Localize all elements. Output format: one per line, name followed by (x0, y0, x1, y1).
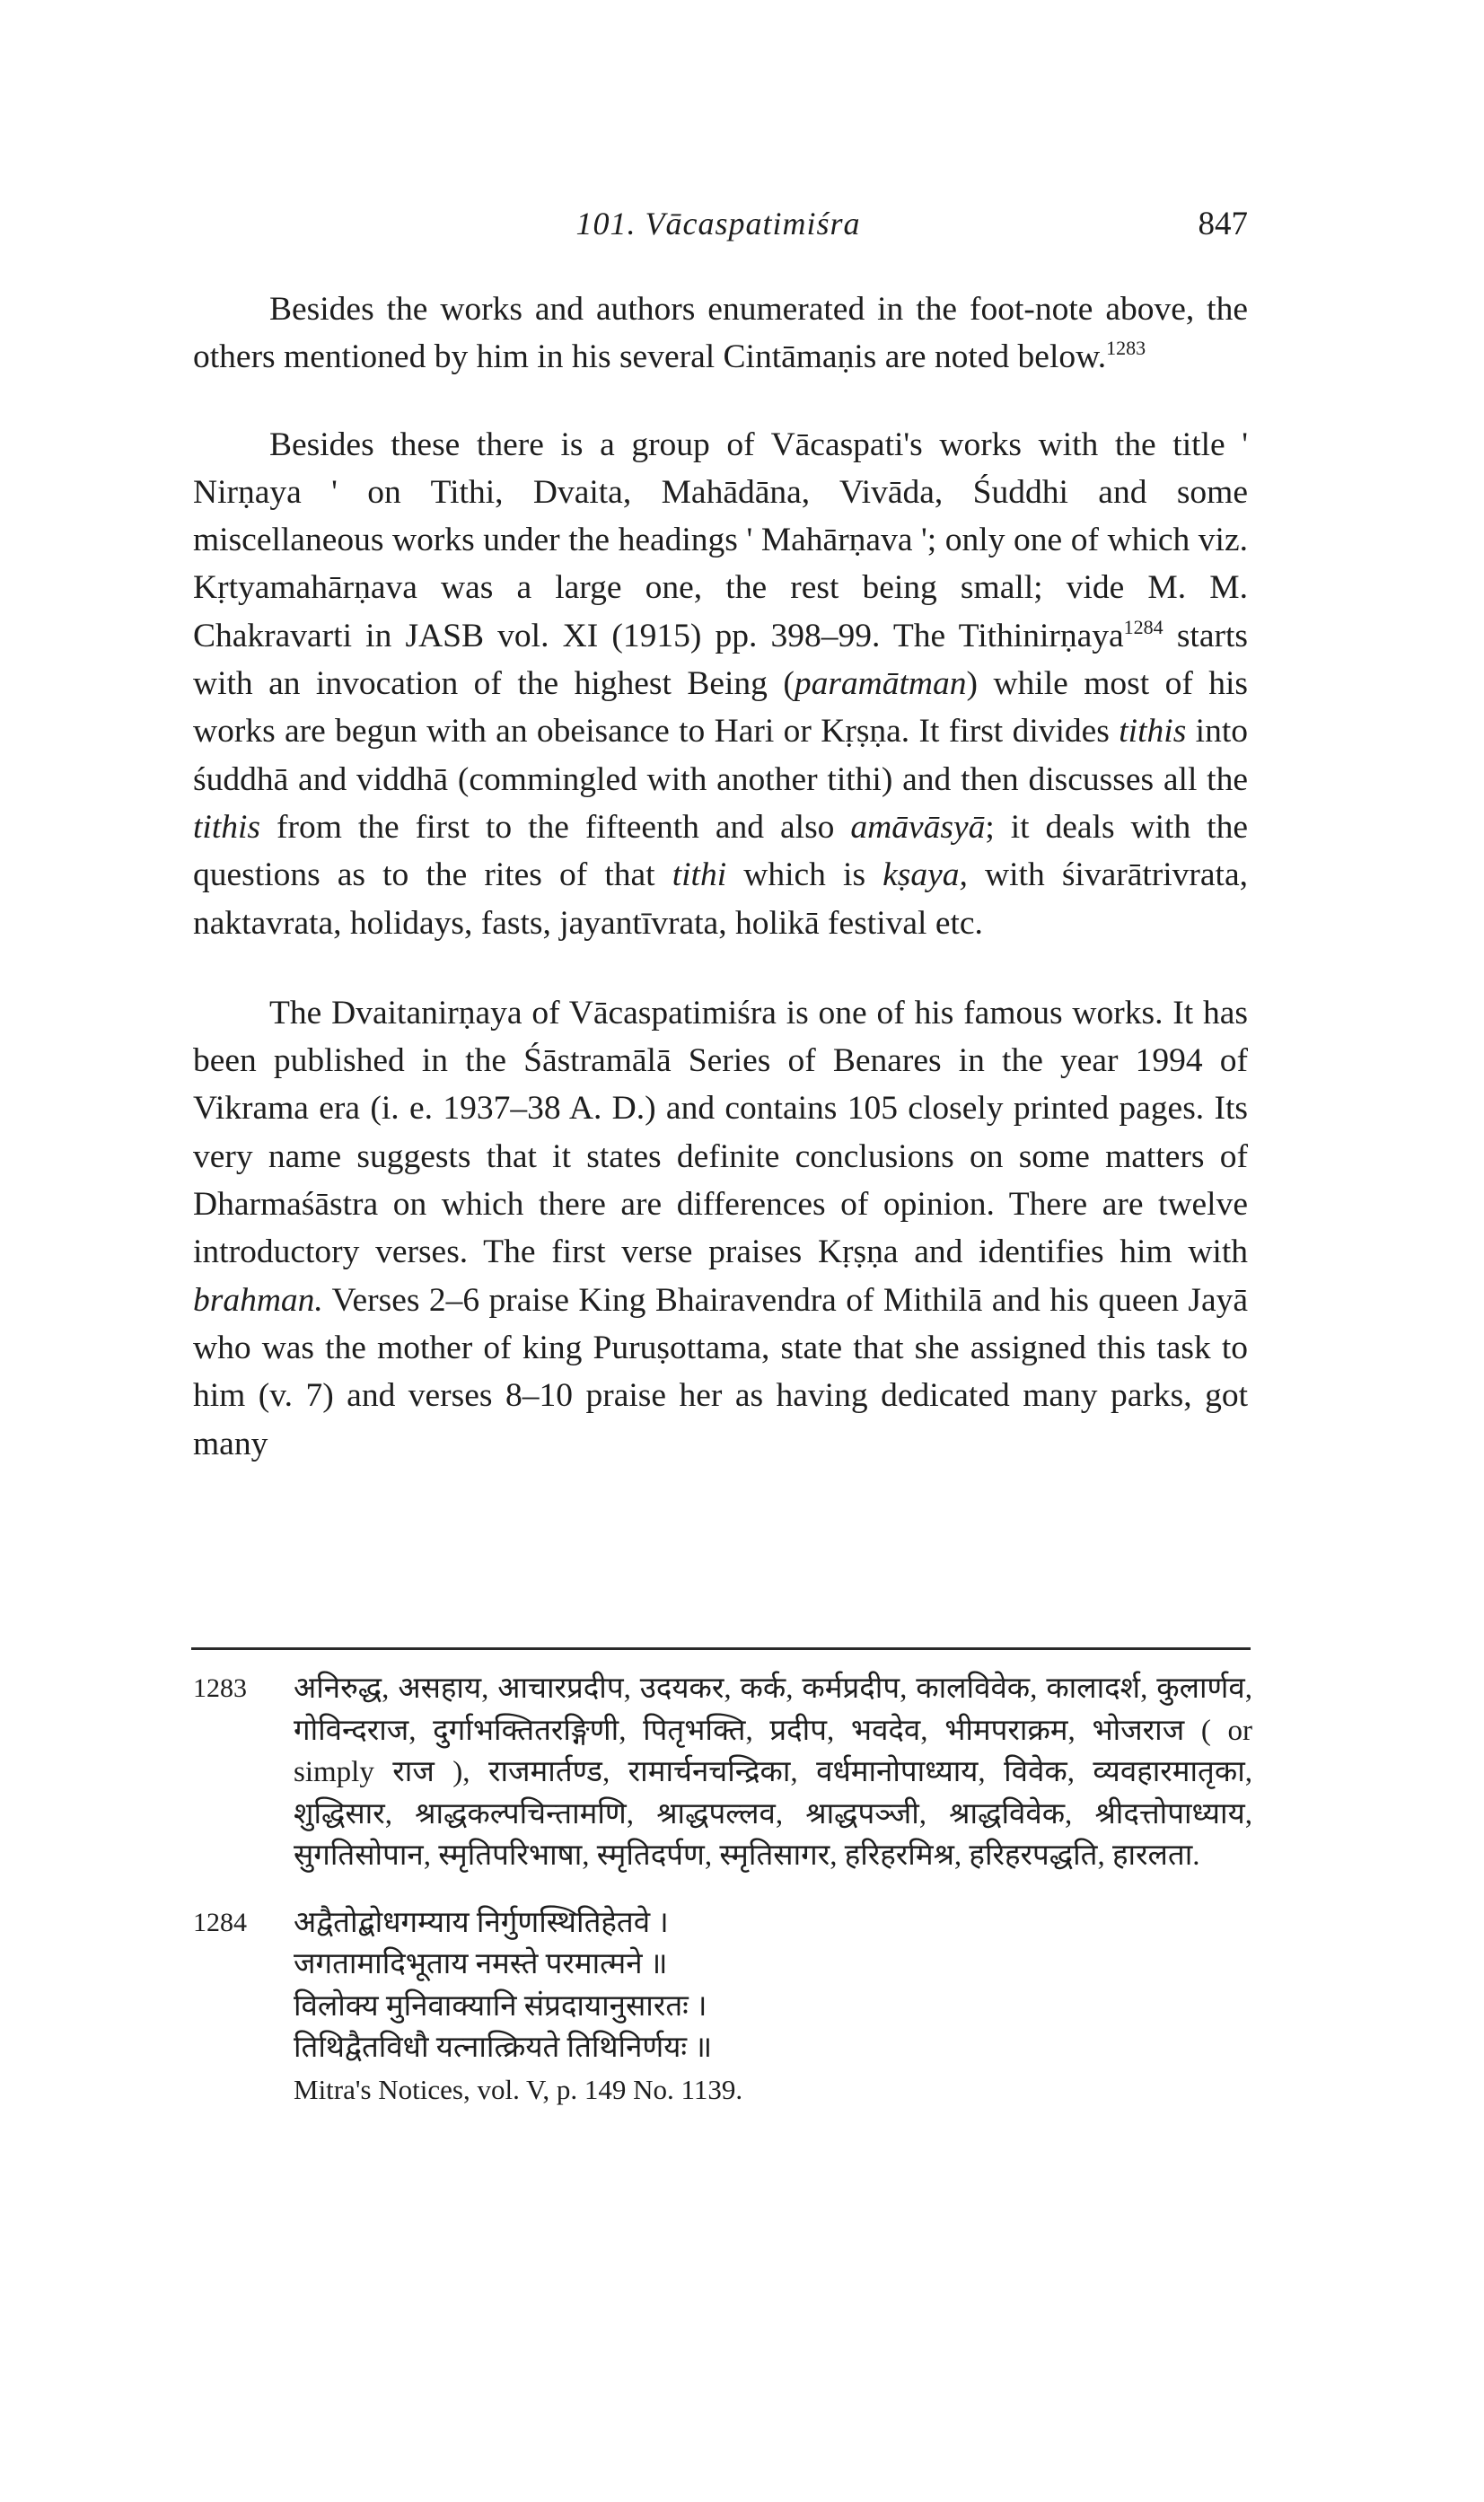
text-run: ) while most of his works are begun with an obeisance to Hari or Kṛṣṇa. It first divides (193, 665, 1249, 751)
italic-term: tithi (672, 856, 727, 894)
italic-term: tithis (193, 808, 261, 846)
italic-term: brahman. (193, 1281, 323, 1319)
footnote-divider (191, 1647, 1251, 1650)
text-run: with śivarātrivrata, naktavrata, holidays, fasts, jayantīvrata, holikā festival etc. (193, 856, 1248, 942)
main-text (193, 285, 1248, 1509)
footnote-text: अनिरुद्ध, असहाय, आचारप्रदीप, उदयकर, कर्क, कर्मप्रदीप, कालविवेक, कालादर्श, कुलार्णव, गोविन्दराज, दुर्गाभक्तितरङ्गिणी, पितृभक्ति, प्रदीप, भवदेव, भीमपराक्रम, भोजराज ( or simply राज ), राजमार्तण्ड, रामार्चनचन्द्रिका, वर्धमानोपाध्याय, विवेक, व्यवहारमातृका, शुद्धिसार, श्राद्धकल्पचिन्तामणि, श्राद्धपल्लव, श्राद्धपञ्जी, श्राद्धविवेक, श्रीदत्तोपाध्याय, सुगतिसोपान, स्मृतिपरिभाषा, स्मृतिदर्पण, स्मृतिसागर, हरिहरमिश्र, हरिहरपद्धति, हारलता. (294, 1672, 1252, 1872)
footnotes (193, 1668, 1252, 2136)
paragraph-2 (193, 421, 1248, 947)
verse-line: तिथिद्वैतविधौ यत्नात्क्रियते तिथिनिर्णयः ॥ (294, 2032, 713, 2064)
text-run: starts with an invocation of the highest Being ( (193, 617, 1248, 703)
verse-line: अद्वैतोद्बोधगम्याय निर्गुणस्थितिहेतवे । (294, 1906, 669, 1939)
italic-term: kṣaya, (882, 856, 968, 894)
text-run: ; it deals with the questions as to the rites of that (193, 808, 1248, 894)
footnote-number: 1284 (193, 1907, 247, 1937)
verse-line: जगतामादिभूताय नमस्ते परमात्मने ॥ (294, 1948, 668, 1980)
page-number: 847 (1198, 206, 1248, 242)
italic-term: paramātman (794, 665, 967, 703)
footnote-ref: 1284 (1123, 615, 1163, 638)
footnote-1284 (193, 1902, 1252, 2111)
text-run: Besides the works and authors enumerated in the foot-note above, the others mentioned by him in his several Cintāmaṇis are noted below. (193, 291, 1248, 376)
text-run: into śuddhā and viddhā (commingled with another tithi) and then discusses all the (193, 713, 1248, 798)
footnote-reference: Mitra's Notices, vol. V, p. 149 No. 1139. (294, 2073, 743, 2105)
text-run: The Dvaitanirṇaya of Vācaspatimiśra is one of his famous works. It has been published in the Śāstramālā Series of Benares in the year 1994 of Vikrama era (i. e. 1937–38 A. D.) and contains 105 closely printed pages. Its very name suggests that it states definite conclusions on some matters of Dharmaśāstra on which there are differences of opinion. There are twelve introductory verses. The first verse praises Kṛṣṇa and identifies him with (193, 994, 1248, 1271)
text-run: Besides these there is a group of Vācaspati's works with the title ' Nirṇaya ' on Tithi, Dvaita, Mahādāna, Vivāda, Śuddhi and some miscellaneous works under the headings ' Mahārṇava '; only one of which viz. Kṛtyamahārṇava was a large one, the rest being small; vide M. M. Chakravarti in JASB vol. XI (1915) pp. 398–99. The Tithinirṇaya (193, 426, 1248, 654)
running-header (189, 205, 1248, 250)
footnote-number: 1283 (193, 1673, 247, 1703)
footnote-1283 (193, 1668, 1252, 1877)
italic-term: amāvāsyā (850, 808, 986, 846)
italic-term: tithis (1119, 713, 1187, 751)
paragraph-3 (193, 989, 1248, 1468)
text-run: Verses 2–6 praise King Bhairavendra of Mithilā and his queen Jayā who was the mother of king Puruṣottama, state that she assigned this task to him (v. 7) and verses 8–10 praise her as having dedicated many parks, got many (193, 1281, 1248, 1462)
text-run: which is (726, 856, 883, 894)
text-run: from the first to the fifteenth and also (260, 808, 851, 846)
verse-line: विलोक्य मुनिवाक्यानि संप्रदायानुसारतः । (294, 1989, 707, 2023)
footnote-ref: 1283 (1106, 337, 1146, 360)
paragraph-1 (193, 285, 1248, 382)
running-title: 101. Vācaspatimiśra (575, 206, 861, 241)
